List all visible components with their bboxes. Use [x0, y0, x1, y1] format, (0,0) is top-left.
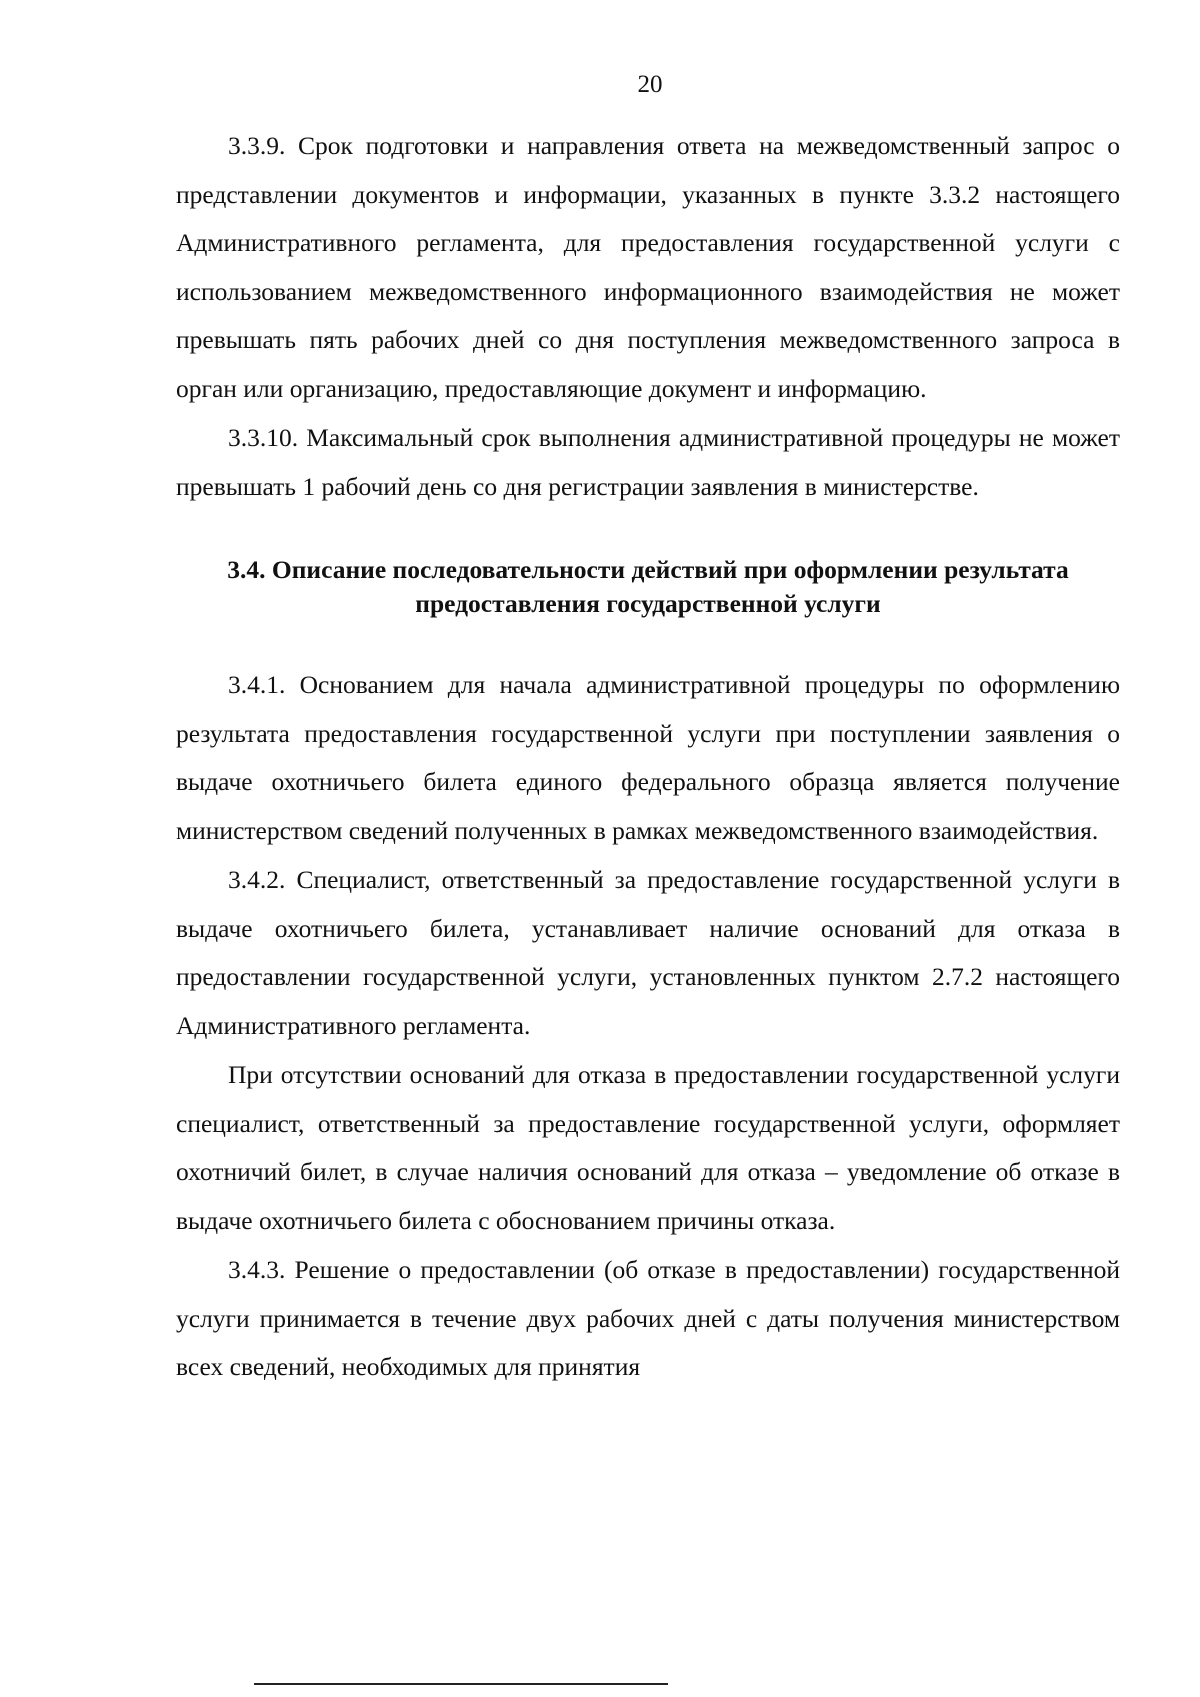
- document-body: [176, 122, 1120, 1392]
- section-heading-line-2: предоставления государственной услуги: [415, 589, 881, 618]
- paragraph-3-4-1: 3.4.1. Основанием для начала административной процедуры по оформлению результата предоставления государственной услуги при поступлении заявления о выдаче охотничьего билета единого федерального образца является получение министерством сведений полученных в рамках межведомственного взаимодействия.: [176, 670, 1120, 845]
- footnote-rule: [254, 1683, 668, 1685]
- paragraph-3-3-9: 3.3.9. Срок подготовки и направления ответа на межведомственный запрос о представлении документов и информации, указанных в пункте 3.3.2 настоящего Административного регламента, для предоставления государственной услуги с использованием межведомственного информационного взаимодействия не может превышать пять рабочих дней со дня поступления межведомственного запроса в орган или организацию, предоставляющие документ и информацию.: [176, 131, 1120, 403]
- paragraph-3-4-3: 3.4.3. Решение о предоставлении (об отказе в предоставлении) государственной услуги принимается в течение двух рабочих дней с даты получения министерством всех сведений, необходимых для принятия: [176, 1255, 1120, 1381]
- section-heading-line-1: 3.4. Описание последовательности действий при оформлении результата: [227, 555, 1069, 584]
- paragraph-3-4-2-continued: При отсутствии оснований для отказа в предоставлении государственной услуги специалист, ответственный за предоставление государственной услуги, оформляет охотничий билет, в случае наличия оснований для отказа – уведомление об отказе в выдаче охотничьего билета с обоснованием причины отказа.: [176, 1060, 1120, 1235]
- section-heading-3-4: [176, 553, 1120, 621]
- page-number: 20: [637, 71, 663, 98]
- paragraph-3-4-2: 3.4.2. Специалист, ответственный за предоставление государственной услуги в выдаче охотничьего билета, устанавливает наличие оснований для отказа в предоставлении государственной услуги, установленных пунктом 2.7.2 настоящего Административного регламента.: [176, 865, 1120, 1040]
- paragraph-3-3-10: 3.3.10. Максимальный срок выполнения административной процедуры не может превышать 1 рабочий день со дня регистрации заявления в министерстве.: [176, 423, 1120, 501]
